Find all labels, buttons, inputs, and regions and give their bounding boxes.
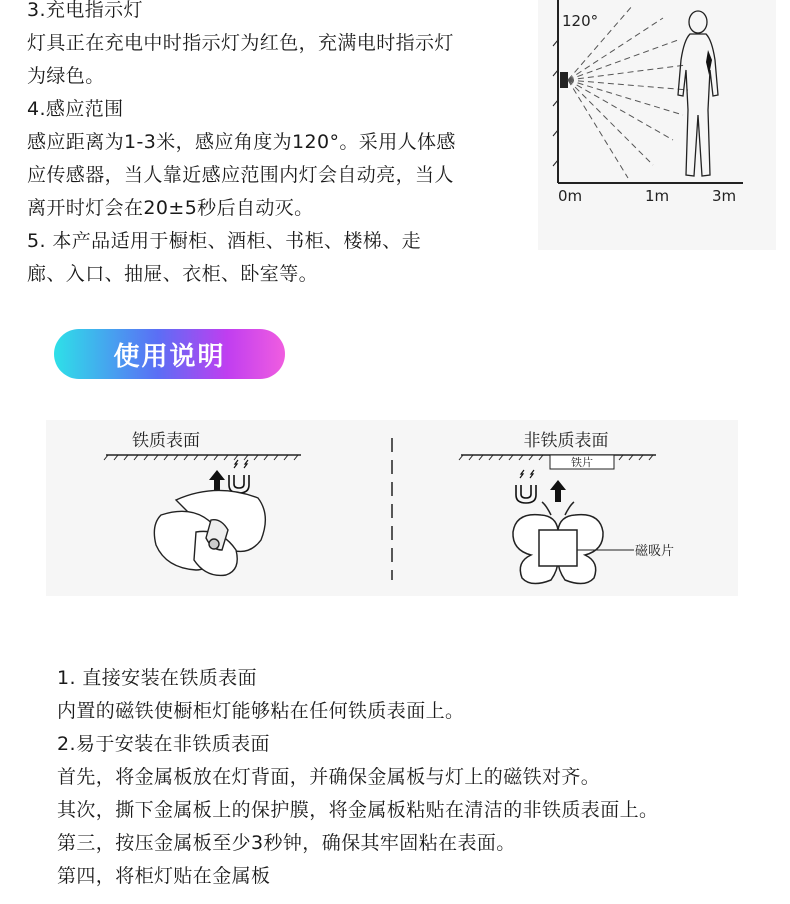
step-line: 其次，撕下金属板上的保护膜，将金属板粘贴在清洁的非铁质表面上。: [57, 799, 659, 821]
dist-3-label: 3m: [712, 187, 737, 205]
iron-plate-label: 铁片: [571, 456, 593, 469]
intro-line: 廊、入口、抽屉、衣柜、卧室等。: [27, 263, 319, 285]
person-detail: [706, 50, 712, 75]
sensor-icon: [560, 72, 568, 88]
dist-0-label: 0m: [558, 187, 583, 205]
sensor-range-diagram: [538, 0, 776, 250]
intro-line: 离开时灯会在20±5秒后自动灭。: [27, 197, 314, 219]
intro-heading-usage: 5. 本产品适用于橱柜、酒柜、书柜、楼梯、走: [27, 230, 421, 252]
magnet-plate-label: 磁吸片: [635, 544, 675, 559]
iron-surface-title: 铁质表面: [132, 431, 200, 451]
step-line: 内置的磁铁使橱柜灯能够粘在任何铁质表面上。: [57, 700, 465, 722]
installation-steps: [57, 662, 757, 893]
magnet-icon-right: [516, 470, 536, 503]
step-line: 首先，将金属板放在灯背面，并确保金属板与灯上的磁铁对齐。: [57, 766, 601, 788]
intro-line: 应传感器，当人靠近感应范围内灯会自动亮，当人: [27, 164, 454, 186]
step-line: 第三，按压金属板至少3秒钟，确保其牢固粘在表面。: [57, 832, 516, 854]
arrow-up-icon-right: [550, 480, 566, 502]
intro-line: 灯具正在充电中时指示灯为红色，充满电时指示灯: [27, 32, 454, 54]
step-heading-non-iron: 2.易于安装在非铁质表面: [57, 733, 270, 755]
intro-heading-charging: 3.充电指示灯: [27, 0, 143, 21]
sensor-rays: [568, 5, 688, 178]
usage-diagram: [46, 420, 738, 596]
sensor-range-illustration: [538, 0, 776, 250]
step-heading-iron: 1. 直接安装在铁质表面: [57, 667, 257, 689]
intro-heading-range: 4.感应范围: [27, 98, 124, 120]
magnet-icon: [229, 460, 249, 493]
section-title-pill: 使用说明: [54, 329, 285, 379]
intro-line: 为绿色。: [27, 65, 105, 87]
angle-label: 120°: [562, 12, 599, 30]
person-silhouette: [678, 11, 718, 176]
intro-line: 感应距离为1-3米，感应角度为120°。采用人体感: [27, 131, 456, 153]
intro-text: [27, 0, 517, 291]
arrow-up-icon: [209, 470, 225, 490]
dist-1-label: 1m: [645, 187, 670, 205]
step-line: 第四，将柜灯贴在金属板: [57, 865, 271, 887]
butterfly-lamp-front: [513, 502, 603, 584]
butterfly-lamp-3d: [154, 490, 265, 575]
usage-illustration: [46, 420, 738, 596]
non-iron-surface-title: 非铁质表面: [523, 431, 609, 451]
